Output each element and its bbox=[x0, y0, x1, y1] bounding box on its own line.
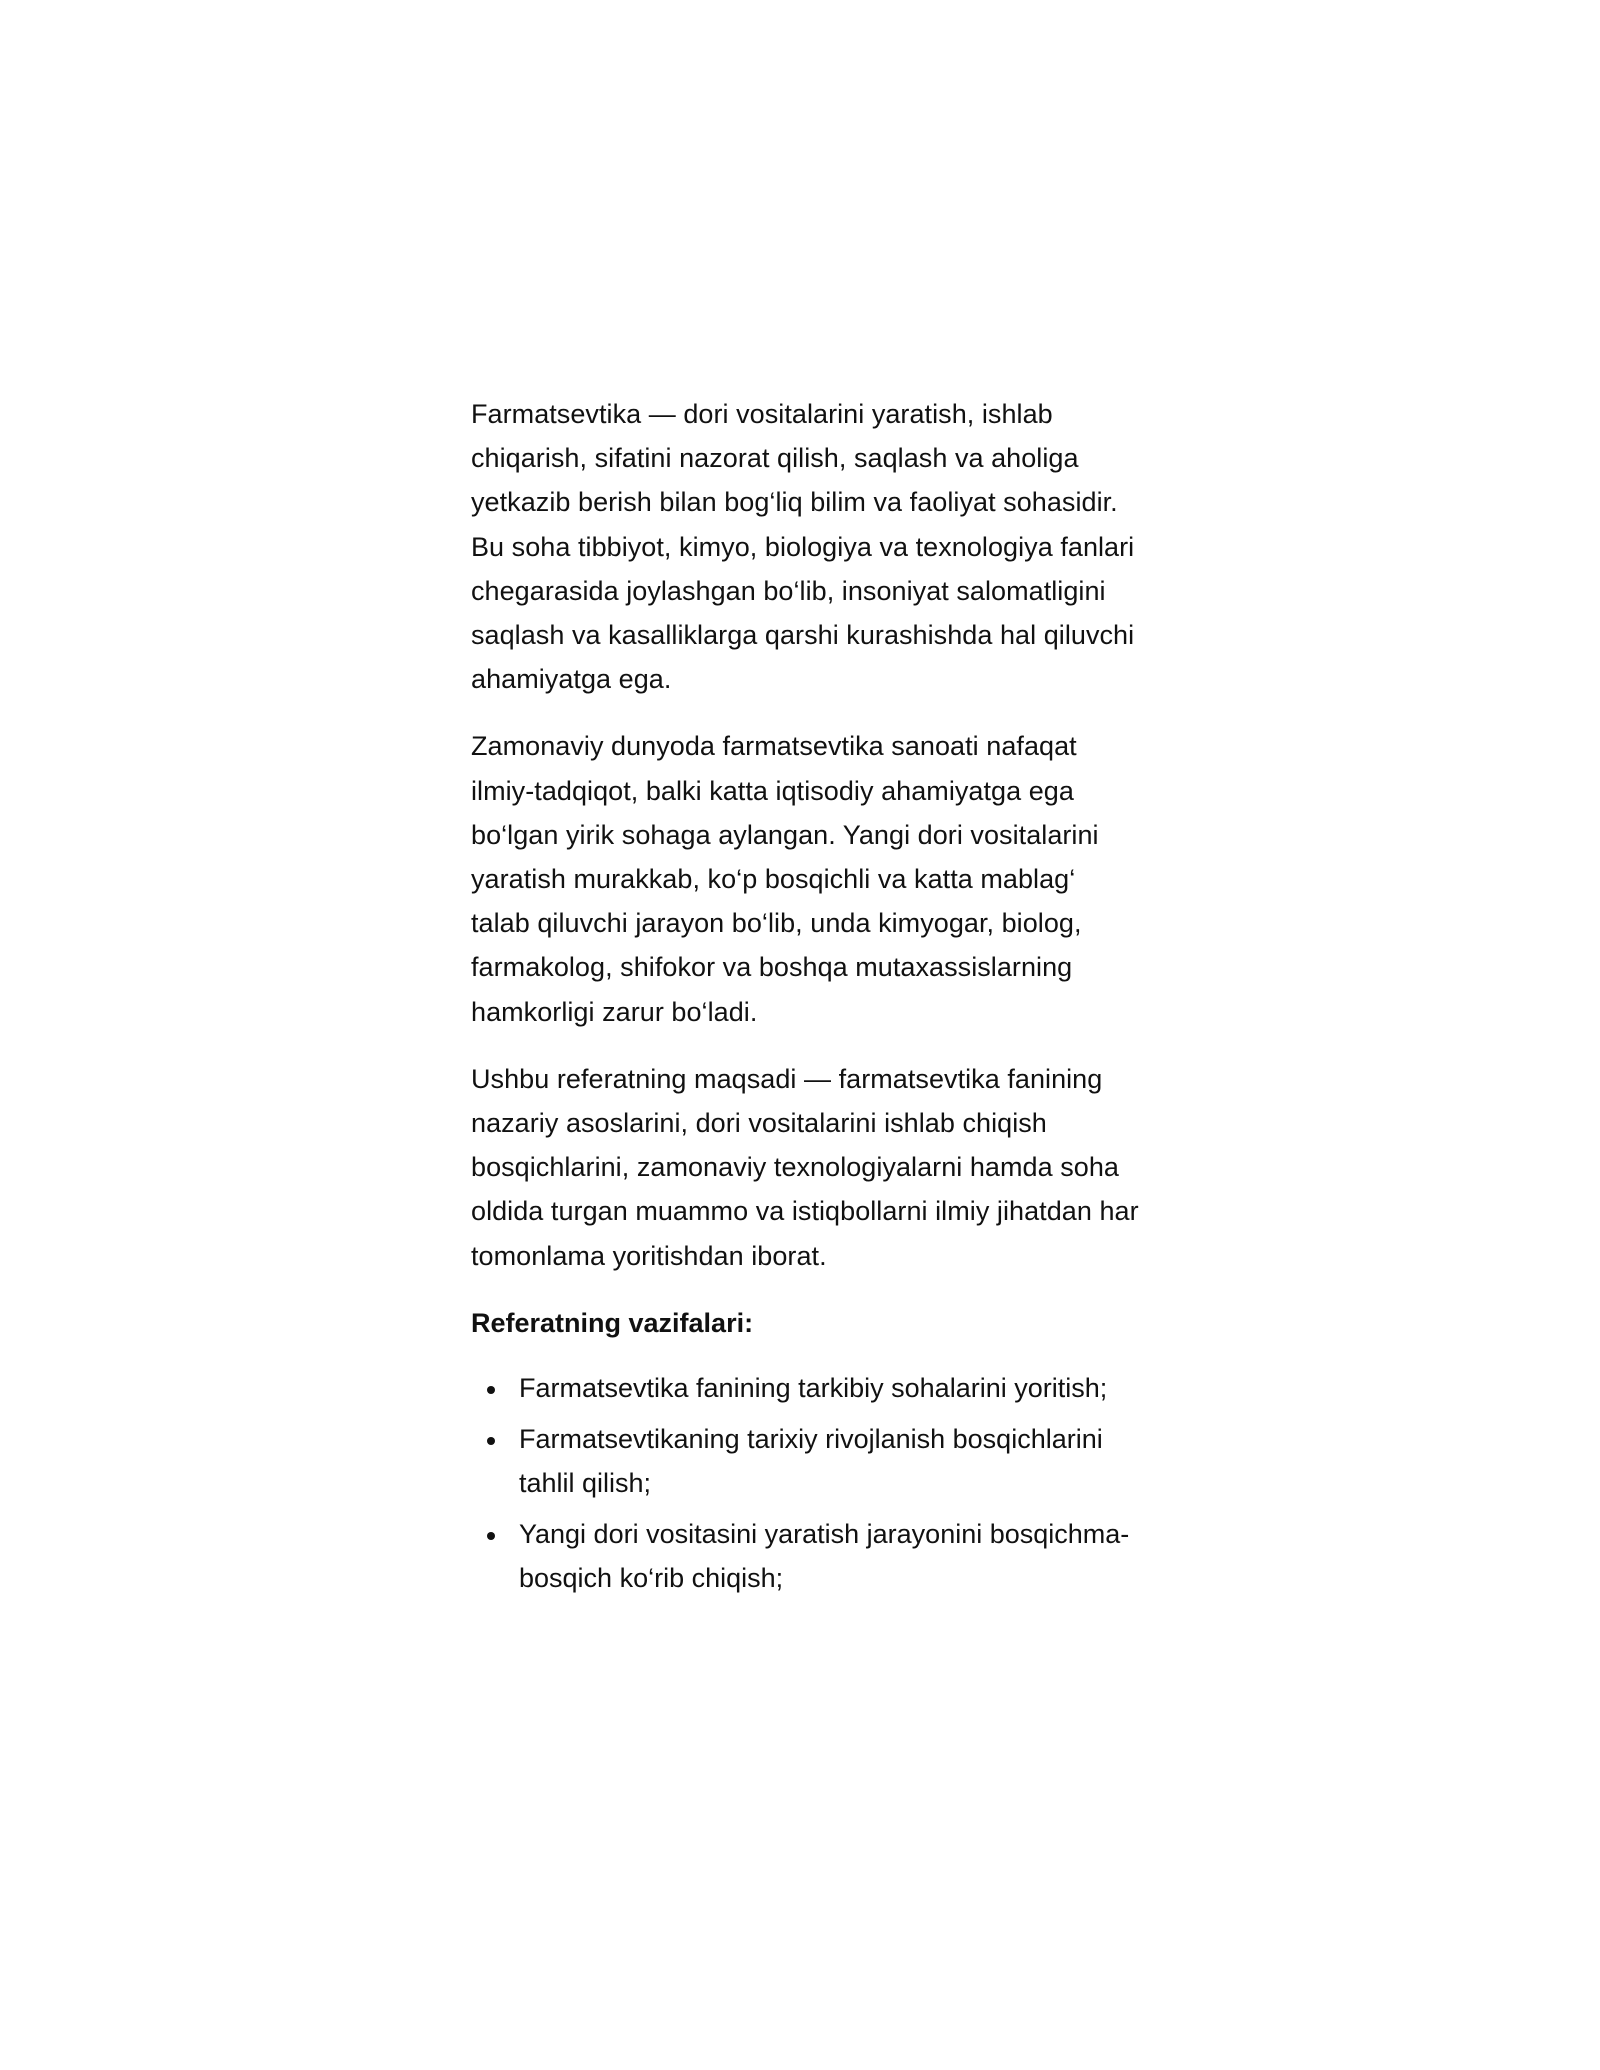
list-item-text: Farmatsevtika fanining tarkibiy sohalarini yoritish; bbox=[519, 1372, 1108, 1403]
document-body bbox=[471, 392, 1141, 1608]
industry-paragraph: Zamonaviy dunyoda farmatsevtika sanoati nafaqat ilmiy-tadqiqot, balki katta iqtisodiy ahamiyatga ega bo‘lgan yirik sohaga aylangan. Yangi dori vositalarini yaratish murakkab, ko‘p bosqichli va katta mablag‘ talab qiluvchi jarayon bo‘lib, unda kimyogar, biolog, farmakolog, shifokor va boshqa mutaxassislarning hamkorligi zarur bo‘ladi. bbox=[471, 731, 1099, 1027]
bullet-icon bbox=[487, 1437, 495, 1445]
purpose-paragraph: Ushbu referatning maqsadi — farmatsevtika fanining nazariy asoslarini, dori vositalarini ishlab chiqish bosqichlarini, zamonaviy texnologiyalarni hamda soha oldida turgan muammo va istiqbollarni ilmiy jihatdan har tomonlama yoritishdan iborat. bbox=[471, 1063, 1139, 1271]
tasks-heading: Referatning vazifalari: bbox=[471, 1307, 754, 1338]
list-item-text: Farmatsevtikaning tarixiy rivojlanish bosqichlarini tahlil qilish; bbox=[519, 1424, 1103, 1498]
list-item bbox=[471, 1367, 1141, 1411]
intro-paragraph: Farmatsevtika — dori vositalarini yaratish, ishlab chiqarish, sifatini nazorat qilish, saqlash va aholiga yetkazib berish bilan bog‘liq bilim va faoliyat sohasidir. Bu soha tibbiyot, kimyo, biologiya va texnologiya fanlari chegarasida joylashgan bo‘lib, insoniyat salomatligini saqlash va kasalliklarga qarshi kurashishda hal qiluvchi ahamiyatga ega. bbox=[471, 399, 1135, 695]
list-item bbox=[471, 1418, 1141, 1505]
tasks-list bbox=[471, 1367, 1141, 1601]
bullet-icon bbox=[487, 1532, 495, 1540]
list-item bbox=[471, 1513, 1141, 1600]
list-item-text: Yangi dori vositasini yaratish jarayonini bosqichma-bosqich ko‘rib chiqish; bbox=[519, 1519, 1130, 1593]
bullet-icon bbox=[487, 1386, 495, 1394]
